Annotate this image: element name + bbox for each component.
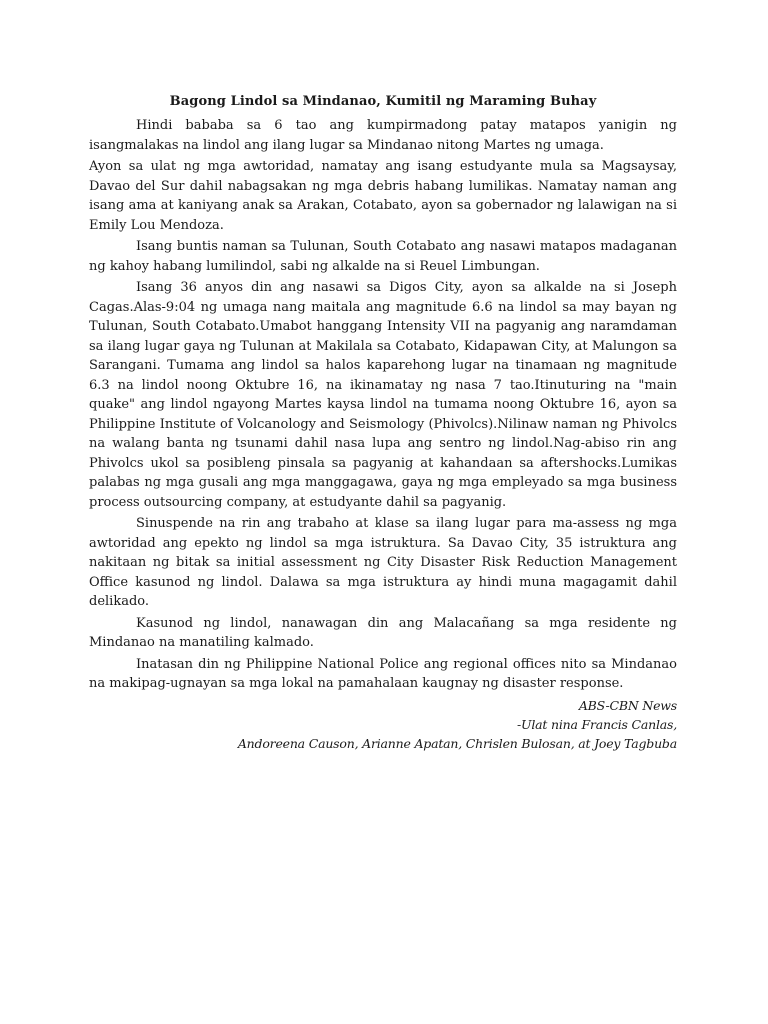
article-paragraph-1: Hindi bababa sa 6 tao ang kumpirmadong patay matapos yanigin ng isangmalakas na lindol ang ilang lugar sa Mindanao nitong Martes ng umaga. — [89, 118, 677, 153]
document-page — [89, 92, 677, 753]
article-paragraph-5: Sinuspende na rin ang trabaho at klase sa ilang lugar para ma-assess ng mga awtoridad ang epekto ng lindol sa mga istruktura. Sa Davao City, 35 istruktura ang nakitaan ng bitak sa initial assessment ng City Disaster Risk Reduction Management Office kasunod ng lindol. Dalawa sa mga istruktura ay hindi muna magagamit dahil delikado. — [89, 516, 677, 609]
article-title: Bagong Lindol sa Mindanao, Kumitil ng Maraming Buhay — [169, 94, 597, 109]
byline-contributors: Andoreena Causon, Arianne Apatan, Chrislen Bulosan, at Joey Tagbuba — [237, 735, 677, 751]
article-paragraph-4: Isang 36 anyos din ang nasawi sa Digos City, ayon sa alkalde na si Joseph Cagas.Alas-9:04 ng umaga nang maitala ang magnitude 6.6 na lindol sa may bayan ng Tulunan, South Cotabato.Umabot hanggang Intensity VII na pagyanig ang naramdaman sa ilang lugar gaya ng Tulunan at Makilala sa Cotabato, Kidapawan City, at Malungon sa Sarangani. Tumama ang lindol sa halos kaparehong lugar na tinamaan ng magnitude 6.3 na lindol noong Oktubre 16, na ikinamatay ng nasa 7 tao.Itinuturing na "main quake" ang lindol ngayong Martes kaysa lindol na tumama noong Oktubre 16, ayon sa Philippine Institute of Volcanology and Seismology (Phivolcs).Nilinaw naman ng Phivolcs na walang banta ng tsunami dahil nasa lupa ang sentro ng lindol.Nag-abiso rin ang Phivolcs ukol sa posibleng pinsala sa pagyanig at kahandaan sa aftershocks.Lumikas palabas ng mga gusali ang mga manggagawa, gaya ng mga empleyado sa mga business process outsourcing company, at estudyante dahil sa pagyanig. — [89, 280, 677, 510]
article-paragraph-6: Kasunod ng lindol, nanawagan din ang Malacañang sa mga residente ng Mindanao na manatiling kalmado. — [89, 615, 677, 650]
article-paragraph-2: Ayon sa ulat ng mga awtoridad, namatay ang isang estudyante mula sa Magsaysay, Davao del Sur dahil nabagsakan ng mga debris habang lumilikas. Namatay naman ang isang ama at kaniyang anak sa Arakan, Cotabato, ayon sa gobernador ng lalawigan na si Emily Lou Mendoza. — [89, 159, 677, 233]
article-paragraph-3: Isang buntis naman sa Tulunan, South Cotabato ang nasawi matapos madaganan ng kahoy habang lumilindol, sabi ng alkalde na si Reuel Limbungan. — [89, 239, 677, 274]
article-paragraph-7: Inatasan din ng Philippine National Police ang regional offices nito sa Mindanao na makipag-ugnayan sa mga lokal na pamahalaan kaugnay ng disaster response. — [89, 656, 677, 691]
byline-source: ABS-CBN News — [578, 697, 677, 713]
byline-reporter: -Ulat nina Francis Canlas, — [517, 716, 677, 732]
